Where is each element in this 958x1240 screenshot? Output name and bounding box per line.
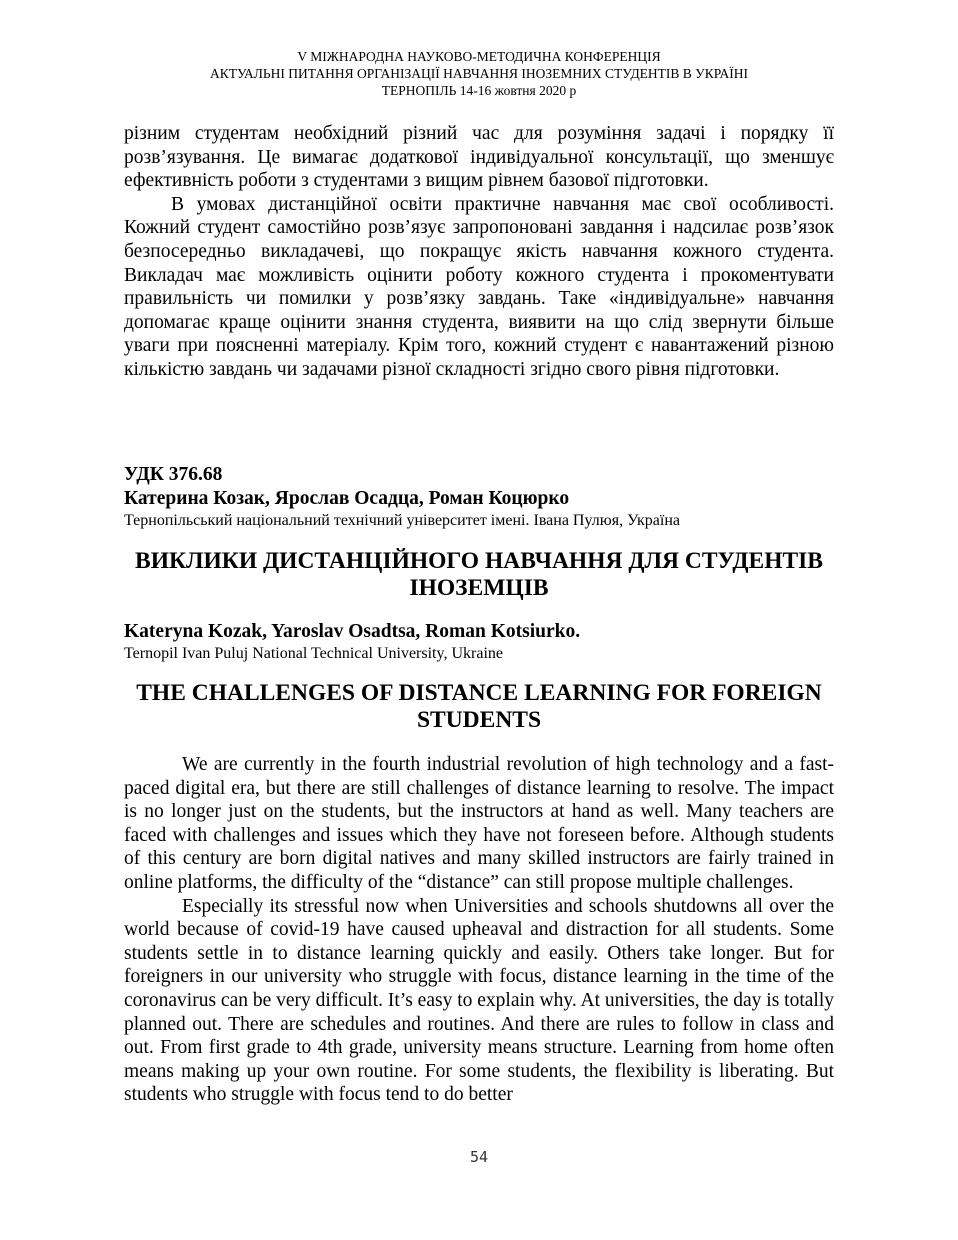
article-body xyxy=(124,753,834,1107)
previous-article-text xyxy=(124,122,834,382)
affiliation-ukrainian: Тернопільський національний технічний університет імені. Івана Пулюя, Україна xyxy=(124,512,680,529)
article-meta xyxy=(124,463,834,531)
page-number: 54 xyxy=(469,1148,489,1166)
conference-header xyxy=(0,48,958,99)
udk-code: УДК 376.68 xyxy=(124,464,223,485)
header-line-1: V МІЖНАРОДНА НАУКОВО-МЕТОДИЧНА КОНФЕРЕНЦІЯ xyxy=(297,49,661,64)
paragraph: В умовах дистанційної освіти практичне навчання має свої особливості. Кожний студент самостійно розв’язує запропоновані завдання і надсилає розв’язок безпосередньо викладачеві, що покращує якість навчання кожного студента. Викладач має можливість оцінити роботу кожного студента і прокоментувати правильність чи помилки у розв’язку завдань. Таке «індивідуальне» навчання допомагає краще оцінити знання студента, виявити на що слід звернути більше уваги при поясненні матеріалу. Крім того, кожний студент є навантажений різною кількістю завдань чи задачами різної складності згідно свого рівня підготовки. xyxy=(124,193,834,380)
paragraph: We are currently in the fourth industrial revolution of high technology and a fast-paced digital era, but there are still challenges of distance learning to resolve. The impact is no longer just on the students, but the instructors at hand as well. Many teachers are faced with challenges and issues which they have not foreseen before. Although students of this century are born digital natives and many skilled instructors are fairly trained in online platforms, the difficulty of the “distance” can still propose multiple challenges. xyxy=(124,754,834,893)
title-english-block xyxy=(124,680,834,734)
paragraph: Especially its stressful now when Universities and schools shutdowns all over the world because of covid-19 have caused upheaval and distraction for all students. Some students settle in to distance learning quickly and easily. Others take longer. But for foreigners in our university who struggle with focus, distance learning in the time of the coronavirus can be very difficult. It’s easy to explain why. At universities, the day is totally planned out. There are schedules and routines. And there are rules to follow in class and out. From first grade to 4th grade, university means structure. Learning from home often means making up your own routine. For some students, the flexibility is liberating. But students who struggle with focus tend to do better xyxy=(124,895,834,1106)
authors-ukrainian: Катерина Козак, Ярослав Осадца, Роман Коцюрко xyxy=(124,488,570,509)
title-ukrainian-block xyxy=(124,548,834,602)
header-line-2: АКТУАЛЬНІ ПИТАННЯ ОРГАНІЗАЦІЇ НАВЧАННЯ ІНОЗЕМНИХ СТУДЕНТІВ В УКРАЇНІ xyxy=(209,66,749,81)
header-line-3: ТЕРНОПІЛЬ 14-16 жовтня 2020 р xyxy=(381,83,577,98)
paragraph: різним студентам необхідний різний час для розуміння задачі і порядку її розв’язування. Це вимагає додаткової індивідуальної консультації, що зменшує ефективність роботи з студентами з вищим рівнем базової підготовки. xyxy=(124,123,834,192)
authors-english: Kateryna Kozak, Yaroslav Osadtsa, Roman Kotsiurko. xyxy=(124,621,581,642)
title-ukrainian: ВИКЛИКИ ДИСТАНЦІЙНОГО НАВЧАННЯ ДЛЯ СТУДЕНТІВ ІНОЗЕМЦІВ xyxy=(135,548,823,601)
affiliation-english: Ternopil Ivan Puluj National Technical University, Ukraine xyxy=(124,645,503,662)
title-english: THE CHALLENGES OF DISTANCE LEARNING FOR FOREIGN STUDENTS xyxy=(136,680,822,733)
authors-english-block xyxy=(124,620,834,664)
